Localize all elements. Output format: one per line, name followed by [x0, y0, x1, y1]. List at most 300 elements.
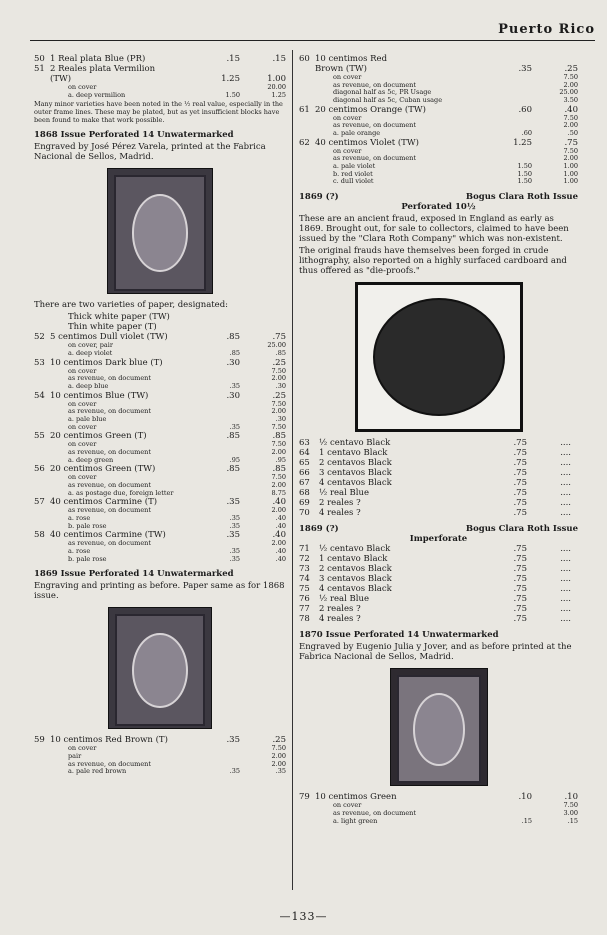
entry-number: 58 [34, 530, 45, 541]
entry-number: 79 [299, 792, 310, 803]
queen-portrait [132, 633, 188, 708]
entry-number: 70 [299, 508, 310, 519]
entry-unused-price: .35 [229, 521, 240, 530]
left-mid-entries [34, 332, 286, 563]
entry-description: c. dull violet [333, 178, 374, 186]
issue-1868-text: Engraved by José Pérez Varela, printed at the Fabrica Nacional de Sellos, Madrid. [34, 142, 266, 163]
bogus-entry [299, 508, 578, 518]
entry-description: on cover, pair [68, 342, 113, 350]
entry-description: on cover [333, 114, 362, 122]
bogus-imperf-subheading: Imperforate [409, 534, 468, 545]
entry-subline [299, 97, 578, 105]
bogus-text-1: These are an ancient fraud, exposed in England as early as 1869. Brought out, for sale to collectors, claimed to have been issued by the "Clara Roth Company" which was non-existent. [299, 213, 569, 244]
entry-price: .75 [513, 508, 527, 519]
entry-description: pair [68, 753, 82, 761]
entry-number: 64 [299, 448, 310, 459]
entry-unused-price: .35 [226, 735, 240, 746]
entry-description: as revenue, on document [333, 122, 416, 130]
bogus-text-2: The original frauds have themselves been forged in crude lithography, also reported on a highly surfaced cardboard and thus offered as "die-proofs." [299, 246, 567, 277]
entry-used-price: .... [560, 488, 571, 499]
catalog-entry [34, 530, 286, 540]
entry-description: 20 centimos Green (TW) [50, 464, 156, 475]
entry-used-price: .30 [275, 382, 286, 391]
entry-description: 1 Real plata Blue (PR) [50, 54, 146, 64]
entry-description: on cover [68, 441, 97, 449]
entry-subline [299, 82, 578, 90]
entry-used-price: 7.50 [563, 113, 578, 122]
running-header [0, 0, 607, 37]
bogus-entry [299, 604, 578, 614]
entry-description: 20 centimos Orange (TW) [315, 104, 426, 115]
entry-subline [34, 342, 286, 350]
entry-used-price: .... [560, 594, 571, 605]
entry-used-price: .... [560, 468, 571, 479]
paper-type-thin: Thin white paper (T) [68, 322, 157, 333]
entry-subline [34, 401, 286, 409]
page-title: Puerto Rico [498, 22, 595, 37]
entry-price: .75 [513, 544, 527, 555]
entry-description: as revenue, on document [68, 507, 151, 515]
entry-used-price: .... [560, 544, 571, 555]
entry-number: 61 [299, 104, 310, 115]
entry-description: as revenue, on document [68, 760, 151, 768]
entry-description: Brown (TW) [315, 64, 367, 75]
entry-used-price: 1.25 [271, 90, 286, 99]
entry-price: .75 [513, 564, 527, 575]
entry-description: as revenue, on document [333, 155, 416, 163]
entry-subline [34, 556, 286, 564]
entry-subline [34, 548, 286, 556]
bogus-entry [299, 564, 578, 574]
entry-subline [34, 523, 286, 531]
entry-description: a. deep blue [68, 383, 109, 391]
entry-used-price: 7.50 [271, 422, 286, 431]
right-bottom-entries [299, 792, 578, 825]
bogus-imperf-title: Bogus Clara Roth Issue [465, 524, 578, 535]
entry-description: on cover [68, 474, 97, 482]
column-divider [292, 50, 293, 890]
entry-used-price: 3.50 [563, 96, 578, 104]
entry-used-price: .25 [564, 64, 578, 75]
entry-number: 65 [299, 458, 310, 469]
entry-used-price: 2.00 [271, 448, 286, 457]
entry-price: .75 [513, 554, 527, 565]
entry-description: 2 centavos Black [319, 458, 392, 469]
entry-unused-price: 1.50 [517, 177, 532, 186]
entry-description: as revenue, on document [68, 375, 151, 383]
entry-description: 10 centimos Blue (TW) [50, 390, 149, 401]
entry-description: a. rose [68, 515, 91, 523]
entry-description: ½ real Blue [319, 488, 369, 499]
entry-description: 10 centimos Green [315, 792, 397, 803]
bogus-imperf-date: 1869 (?) [299, 524, 339, 535]
entry-description: a. as postage due, foreign letter [68, 489, 174, 497]
paper-type-thick: Thick white paper (TW) [68, 312, 170, 323]
entry-description: as revenue, on document [333, 81, 416, 89]
entry-number: 75 [299, 584, 310, 595]
entry-unused-price: .35 [229, 422, 240, 431]
entry-number: 74 [299, 574, 310, 585]
entry-used-price: .40 [275, 554, 286, 563]
entry-description: 2 centavos Black [319, 564, 392, 575]
entry-used-price: 2.00 [271, 374, 286, 383]
entry-description: on cover [68, 423, 97, 431]
bogus-entry [299, 544, 578, 554]
catalog-entry [34, 64, 286, 74]
entry-price: .75 [513, 594, 527, 605]
entry-description: a. deep vermilion [68, 91, 126, 99]
entry-used-price: 7.50 [271, 399, 286, 408]
entry-used-price: 20.00 [267, 83, 286, 92]
entry-description: a. deep green [68, 456, 114, 464]
bogus-entry [299, 574, 578, 584]
entry-description: a. pale violet [333, 162, 376, 170]
stamp-1869-image [108, 607, 212, 729]
page-number: —133— [279, 910, 328, 923]
entry-subline [299, 122, 578, 130]
entry-description: ½ centavo Black [319, 438, 391, 449]
catalog-entry [299, 54, 578, 64]
entry-subline [34, 490, 286, 498]
entry-description: b. red violet [333, 170, 373, 178]
catalog-entry [34, 391, 286, 401]
bogus-perf-table [299, 438, 578, 518]
entry-description: 2 Reales plata Vermilion [50, 64, 156, 75]
ship-vignette [373, 298, 505, 416]
entry-used-price: .... [560, 614, 571, 625]
entry-number: 68 [299, 488, 310, 499]
entry-unused-price: .35 [226, 497, 240, 508]
bogus-stamp-image [355, 282, 523, 432]
entry-used-price: .50 [567, 128, 578, 137]
entry-description: 4 centavos Black [319, 478, 392, 489]
entry-subline [34, 350, 286, 358]
queen-portrait [132, 194, 189, 272]
entry-subline [34, 416, 286, 424]
entry-used-price: 7.50 [271, 440, 286, 449]
entry-unused-price: .35 [229, 514, 240, 523]
entry-description: 20 centimos Green (T) [50, 431, 147, 442]
bogus-entry [299, 438, 578, 448]
entry-subline [299, 74, 578, 82]
entry-number: 67 [299, 478, 310, 489]
entry-subline [34, 457, 286, 465]
bogus-entry [299, 458, 578, 468]
entry-used-price: .85 [272, 464, 286, 475]
entry-used-price: 1.00 [267, 74, 286, 85]
entry-subline [34, 507, 286, 515]
left-column [34, 54, 286, 776]
entry-used-price: .25 [272, 735, 286, 746]
entry-description: 1 centavo Black [319, 448, 388, 459]
entry-subline [34, 424, 286, 432]
entry-description: on cover [333, 147, 362, 155]
bogus-entry [299, 478, 578, 488]
catalog-entry [299, 138, 578, 148]
entry-used-price: .35 [275, 767, 286, 776]
entry-subline [299, 802, 578, 810]
catalog-entry [34, 54, 286, 64]
bogus-perf-subheading: Perforated 10½ [401, 201, 476, 212]
entry-number: 66 [299, 468, 310, 479]
entry-used-price: 1.00 [563, 177, 578, 186]
entry-used-price: .25 [272, 357, 286, 368]
stamp-frame [115, 614, 205, 726]
entry-used-price: 7.50 [563, 801, 578, 810]
entry-description: a. pale orange [333, 129, 381, 137]
entry-description: 4 reales ? [319, 508, 361, 519]
entry-subline [299, 115, 578, 123]
catalog-entry [299, 105, 578, 115]
entry-unused-price: .35 [229, 547, 240, 555]
entry-used-price: .15 [567, 816, 578, 825]
entry-used-price: .... [560, 498, 571, 509]
entry-subline [34, 474, 286, 482]
entry-used-price: 7.50 [271, 744, 286, 753]
entry-used-price: .30 [275, 415, 286, 424]
entry-description: b. pale rose [68, 522, 107, 530]
entry-used-price: 2.00 [271, 539, 286, 548]
left-bottom-entries [34, 735, 286, 776]
entry-description: 4 centavos Black [319, 584, 392, 595]
entry-used-price: .75 [272, 332, 286, 343]
entry-number: 51 [34, 64, 45, 75]
entry-description: 1 centavo Black [319, 554, 388, 565]
entry-description: on cover [333, 74, 362, 82]
issue-1869-title: 1869 Issue Perforated 14 Unwatermarked [34, 569, 234, 580]
catalog-entry [34, 464, 286, 474]
entry-description: as revenue, on document [68, 540, 151, 548]
entry-number: 69 [299, 498, 310, 509]
allegory-portrait [413, 693, 465, 766]
entry-number: 78 [299, 614, 310, 625]
entry-description: as revenue, on document [68, 482, 151, 490]
catalog-entry [34, 497, 286, 507]
stamp-frame [397, 675, 481, 783]
entry-subline [299, 130, 578, 138]
entry-used-price: 7.50 [271, 366, 286, 375]
entry-description: a. deep violet [68, 350, 113, 358]
entry-unused-price: .30 [226, 357, 240, 368]
entry-number: 73 [299, 564, 310, 575]
left-top-entries [34, 54, 286, 99]
entry-price: .75 [513, 448, 527, 459]
entry-subline [34, 768, 286, 776]
entry-used-price: 7.50 [563, 73, 578, 82]
catalog-entry [299, 792, 578, 802]
entry-used-price: 2.00 [271, 506, 286, 515]
bogus-entry [299, 594, 578, 604]
entry-description: on cover [68, 84, 97, 92]
entry-subline [34, 515, 286, 523]
entry-number: 53 [34, 357, 45, 368]
entry-subline [299, 89, 578, 97]
bogus-imperf-heading [299, 524, 578, 534]
entry-used-price: 2.00 [271, 759, 286, 768]
paper-varieties-text: There are two varieties of paper, designated: [34, 300, 229, 311]
entry-used-price: .85 [272, 431, 286, 442]
entry-description: 10 centimos Red [315, 54, 388, 64]
entry-description: 40 centimos Carmine (T) [50, 497, 158, 508]
entry-subline [299, 810, 578, 818]
variety-note: Many minor varieties have been noted in the ½ real value, especially in the outer frame lines. These may be plated, but as yet insufficient blocks have been found to make that work possible. [34, 100, 283, 124]
entry-used-price: 7.50 [563, 146, 578, 155]
entry-subline [34, 753, 286, 761]
entry-used-price: .... [560, 508, 571, 519]
entry-price: .75 [513, 438, 527, 449]
entry-description: as revenue, on document [333, 810, 416, 818]
entry-subline [34, 482, 286, 490]
entry-used-price: .40 [564, 104, 578, 115]
entry-used-price: .... [560, 438, 571, 449]
entry-used-price: .... [560, 564, 571, 575]
issue-1868-title: 1868 Issue Perforated 14 Unwatermarked [34, 130, 234, 141]
entry-description: on cover [68, 367, 97, 375]
entry-price: .75 [513, 604, 527, 615]
entry-description: ½ centavo Black [319, 544, 391, 555]
entry-description: a. light green [333, 817, 378, 825]
entry-used-price: .95 [275, 455, 286, 464]
entry-used-price: 2.00 [563, 154, 578, 163]
entry-unused-price: 1.50 [225, 90, 240, 99]
entry-description: on cover [333, 802, 362, 810]
right-column [299, 54, 578, 825]
entry-price: .75 [513, 488, 527, 499]
entry-description: diagonal half as 5c, PR Usage [333, 89, 432, 97]
catalog-entry [34, 431, 286, 441]
catalog-entry [34, 358, 286, 368]
entry-unused-price: .35 [229, 382, 240, 391]
issue-1870-heading [299, 630, 578, 640]
bogus-entry [299, 488, 578, 498]
entry-used-price: 7.50 [271, 473, 286, 482]
entry-subline [34, 761, 286, 769]
issue-1870-title: 1870 Issue Perforated 14 Unwatermarked [299, 630, 499, 641]
entry-subline [299, 178, 578, 186]
entry-used-price: 2.00 [271, 752, 286, 761]
entry-number: 77 [299, 604, 310, 615]
stamp-1870-image [390, 668, 488, 786]
entry-used-price: 25.00 [559, 88, 578, 97]
stamp-1868-image [107, 168, 213, 294]
entry-unused-price: .60 [518, 104, 532, 115]
issue-1869-heading [34, 569, 286, 579]
entry-price: .75 [513, 614, 527, 625]
entry-used-price: 2.00 [563, 80, 578, 89]
entry-subline [34, 84, 286, 92]
bogus-perf-date: 1869 (?) [299, 191, 339, 202]
entry-used-price: .85 [275, 349, 286, 358]
entry-used-price: 2.00 [563, 121, 578, 130]
entry-subline [299, 148, 578, 156]
entry-description: a. pale blue [68, 416, 107, 424]
entry-used-price: .15 [272, 54, 286, 64]
entry-used-price: .... [560, 584, 571, 595]
entry-number: 57 [34, 497, 45, 508]
entry-description: b. pale rose [68, 555, 107, 563]
entry-description: (TW) [50, 74, 72, 85]
entry-description: 5 centimos Dull violet (TW) [50, 332, 168, 343]
entry-subline [34, 441, 286, 449]
entry-used-price: 8.75 [271, 488, 286, 497]
entry-used-price: 25.00 [267, 341, 286, 350]
entry-subline [299, 155, 578, 163]
entry-subline [299, 818, 578, 826]
entry-number: 55 [34, 431, 45, 442]
entry-number: 71 [299, 544, 310, 555]
entry-used-price: .25 [272, 390, 286, 401]
right-top-entries [299, 54, 578, 186]
entry-number: 54 [34, 390, 45, 401]
bogus-entry [299, 614, 578, 624]
entry-used-price: .... [560, 458, 571, 469]
entry-description: a. rose [68, 548, 91, 555]
entry-description: ½ real Blue [319, 594, 369, 605]
entry-unused-price: .35 [229, 767, 240, 776]
entry-used-price: 2.00 [271, 481, 286, 490]
bogus-imperf-table [299, 544, 578, 624]
entry-description: 10 centimos Red Brown (T) [50, 735, 168, 746]
paper-types-list [34, 312, 286, 332]
entry-subline [34, 745, 286, 753]
entry-used-price: .... [560, 574, 571, 585]
entry-used-price: .... [560, 604, 571, 615]
entry-unused-price: 1.50 [517, 169, 532, 178]
entry-description: as revenue, on document [68, 449, 151, 457]
entry-description: 10 centimos Dark blue (T) [50, 357, 163, 368]
entry-used-price: 1.00 [563, 161, 578, 170]
entry-unused-price: .15 [226, 54, 240, 64]
entry-number: 72 [299, 554, 310, 565]
entry-unused-price: .85 [226, 332, 240, 343]
entry-used-price: 3.00 [563, 809, 578, 818]
entry-subline [34, 375, 286, 383]
entry-description: as revenue, on document [68, 408, 151, 416]
entry-price: .75 [513, 574, 527, 585]
catalog-entry [34, 332, 286, 342]
bogus-entry [299, 468, 578, 478]
entry-unused-price: .85 [226, 464, 240, 475]
entry-price: .75 [513, 478, 527, 489]
entry-number: 62 [299, 137, 310, 148]
entry-used-price: .... [560, 448, 571, 459]
entry-used-price: .40 [272, 497, 286, 508]
entry-unused-price: .15 [521, 816, 532, 825]
entry-subline [34, 383, 286, 391]
entry-used-price: .40 [275, 521, 286, 530]
entry-subline [299, 171, 578, 179]
entry-description: 3 centavos Black [319, 468, 392, 479]
entry-price: .75 [513, 458, 527, 469]
entry-subline [34, 368, 286, 376]
entry-number: 60 [299, 54, 310, 64]
entry-unused-price: 1.25 [513, 137, 532, 148]
entry-unused-price: .35 [226, 530, 240, 541]
entry-unused-price: .85 [226, 431, 240, 442]
issue-1868-heading [34, 130, 286, 140]
entry-number: 63 [299, 438, 310, 449]
bogus-entry [299, 498, 578, 508]
entry-number: 59 [34, 735, 45, 746]
entry-number: 76 [299, 594, 310, 605]
bogus-entry [299, 584, 578, 594]
entry-used-price: .40 [272, 530, 286, 541]
entry-description: 2 reales ? [319, 498, 361, 509]
entry-subline [34, 408, 286, 416]
entry-used-price: .... [560, 478, 571, 489]
entry-description: 40 centimos Violet (TW) [315, 137, 419, 148]
entry-used-price: 1.00 [563, 169, 578, 178]
